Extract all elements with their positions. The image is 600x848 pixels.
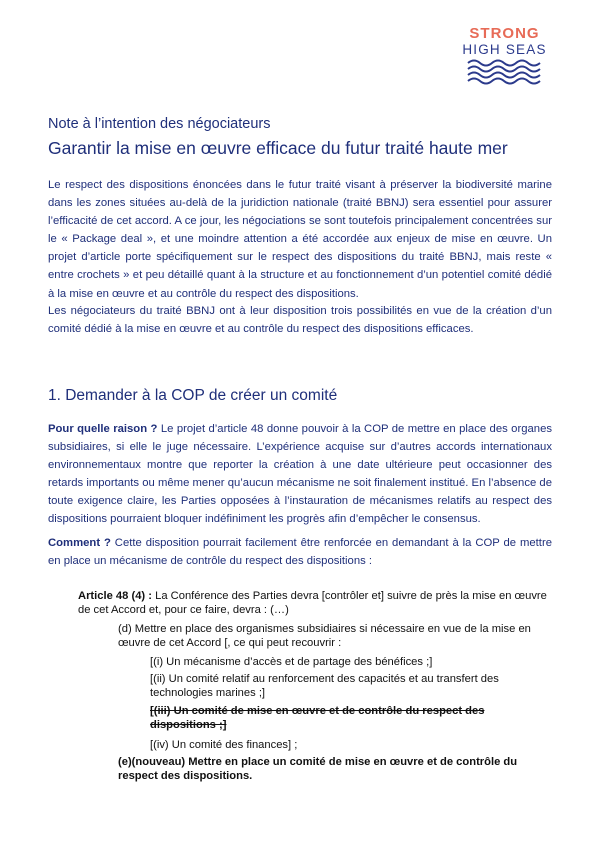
note-heading: Note à l’intention des négociateurs [48,116,271,132]
how-text: Cette disposition pourrait facilement être renforcée en demandant à la COP de mettre en place un mécanisme de contrôle du respect des dispositions : [48,537,552,568]
section-1-heading: 1. Demander à la COP de créer un comité [48,387,338,404]
why-paragraph [48,420,552,529]
article-item-e: (e)(nouveau) Mettre en place un comité de mise en œuvre et de contrôle du respect des dispositions. [118,756,518,782]
article-item-iv: [(iv) Un comité des finances] ; [150,739,298,751]
article-text: La Conférence des Parties devra [contrôler et] suivre de près la mise en œuvre de cet Accord et, pour ce faire, devra : (…) [78,590,547,616]
article-item-i: [(i) Un mécanisme d’accès et de partage des bénéfices ;] [150,656,433,668]
logo-line-1: STRONG [469,25,540,42]
how-label: Comment ? [48,537,111,549]
article-item-d: (d) Mettre en place des organismes subsidiaires si nécessaire en vue de la mise en œuvre de cet Accord [, ce qui peut recouvrir : [118,623,531,649]
waves-icon [466,59,544,85]
article-label: Article 48 (4) : [78,590,152,602]
how-paragraph [48,534,552,570]
why-label: Pour quelle raison ? [48,423,158,435]
strong-high-seas-logo [457,26,552,85]
article-item-iii: [(iii) Un comité de mise en œuvre et de contrôle du respect des dispositions ;] [150,705,485,731]
intro-paragraph-2: Les négociateurs du traité BBNJ ont à leur disposition trois possibilités en vue de la création d’un comité dédié à la mise en œuvre et au contrôle du respect des dispositions efficaces. [48,305,552,336]
logo-line-2: HIGH SEAS [462,42,547,57]
intro-paragraph-1: Le respect des dispositions énoncées dans le futur traité visant à préserver la biodiversité marine dans les zones situées au-delà de la juridiction nationale (traité BBNJ) sera essentiel pour assurer l’efficacité de cet accord. A ce jour, les négociations se sont toutefois principalement concentrées sur le « Package deal », et une moindre attention a été accordée aux enjeux de mise en œuvre. Un projet d’article porte spécifiquement sur le respect des dispositions du traité BBNJ, mais reste « entre crochets » et peu détaillé quant à la structure et au fonctionnement d’un potentiel comité dédié à la mise en œuvre et au contrôle du respect des dispositions. [48,179,552,300]
why-text: Le projet d’article 48 donne pouvoir à la COP de mettre en place des organes subsidiaires, si elle le juge nécessaire. L’expérience acquise sur d’autres accords internationaux environnementaux montre que reporter la création à une date ultérieure peut occasionner des retards importants ou même mener qu’aucun mécanisme ne soit finalement institué. En l’absence de toute exigence claire, les Parties opposées à l’instauration de mécanismes relatifs au respect des dispositions pourraient bloquer indéfiniment les progrès afin d’empêcher le consensus. [48,423,552,526]
page-title: Garantir la mise en œuvre efficace du futur traité haute mer [48,138,508,158]
article-item-ii: [(ii) Un comité relatif au renforcement des capacités et au transfert des technologies marines ;] [150,673,499,699]
article-48-4 [78,589,548,617]
